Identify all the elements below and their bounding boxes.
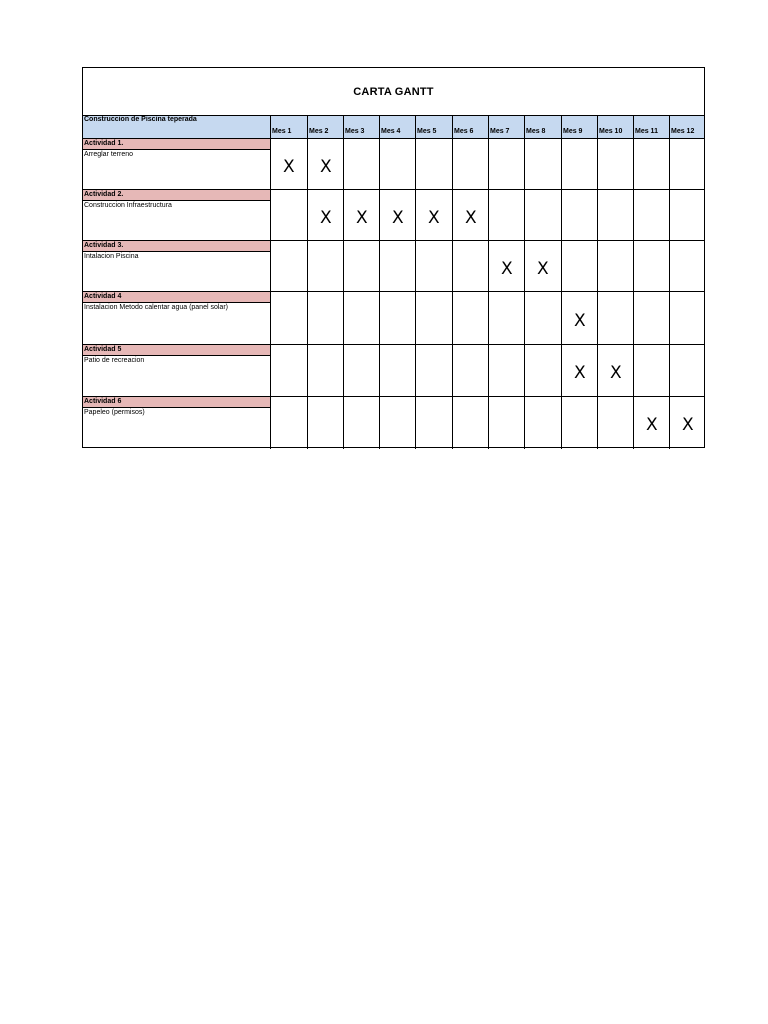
month-cell xyxy=(452,241,488,291)
month-cell xyxy=(452,292,488,344)
month-cell xyxy=(415,345,452,396)
month-cell xyxy=(633,139,669,189)
month-cell xyxy=(633,397,669,449)
month-header: Mes 9 xyxy=(561,116,597,138)
month-cell xyxy=(488,345,524,396)
month-cell xyxy=(270,345,307,396)
month-cell xyxy=(561,292,597,344)
month-cell xyxy=(633,345,669,396)
month-header: Mes 7 xyxy=(488,116,524,138)
scheduled-mark: X xyxy=(392,208,404,228)
month-cell xyxy=(307,139,343,189)
month-cell xyxy=(488,139,524,189)
month-cell xyxy=(452,397,488,449)
month-cell xyxy=(343,190,379,240)
scheduled-mark: X xyxy=(610,363,622,383)
month-cell xyxy=(669,292,705,344)
activity-label: Actividad 4 xyxy=(83,292,270,303)
month-cell xyxy=(561,397,597,449)
activity-description: Arreglar terreno xyxy=(84,151,134,158)
gantt-chart xyxy=(82,67,705,448)
activity-label: Actividad 5 xyxy=(83,345,270,356)
month-cell xyxy=(415,241,452,291)
month-cell xyxy=(488,292,524,344)
month-cell xyxy=(597,345,633,396)
scheduled-mark: X xyxy=(320,157,332,177)
month-cell xyxy=(270,190,307,240)
month-cell xyxy=(524,241,561,291)
month-cell xyxy=(343,241,379,291)
month-cell xyxy=(270,139,307,189)
scheduled-mark: X xyxy=(682,415,694,435)
scheduled-mark: X xyxy=(428,208,440,228)
month-cell xyxy=(452,345,488,396)
month-cell xyxy=(415,397,452,449)
month-cell xyxy=(307,345,343,396)
month-cell xyxy=(669,345,705,396)
month-cell xyxy=(561,190,597,240)
month-cell xyxy=(597,397,633,449)
month-cell xyxy=(669,190,705,240)
month-cell xyxy=(669,139,705,189)
activity-label: Actividad 3. xyxy=(83,241,270,252)
month-cell xyxy=(343,345,379,396)
month-cell xyxy=(633,190,669,240)
month-cell xyxy=(488,397,524,449)
month-cell xyxy=(524,397,561,449)
chart-title: CARTA GANTT xyxy=(353,85,434,98)
month-header: Mes 8 xyxy=(524,116,561,138)
activity-row xyxy=(83,292,704,345)
activity-row xyxy=(83,397,704,449)
month-header: Mes 11 xyxy=(633,116,669,138)
activity-label: Actividad 6 xyxy=(83,397,270,408)
month-cell xyxy=(415,190,452,240)
month-cell xyxy=(597,139,633,189)
month-cell xyxy=(561,345,597,396)
month-cell xyxy=(379,345,415,396)
scheduled-mark: X xyxy=(646,415,658,435)
month-header: Mes 6 xyxy=(452,116,488,138)
month-cell xyxy=(379,190,415,240)
activity-description: Instalacion Metodo calentar agua (panel solar) xyxy=(84,304,228,311)
month-cell xyxy=(524,292,561,344)
month-cell xyxy=(270,241,307,291)
month-cell xyxy=(524,190,561,240)
month-cell xyxy=(597,241,633,291)
month-cell xyxy=(415,292,452,344)
month-cell xyxy=(307,190,343,240)
activity-description: Patio de recreacion xyxy=(84,357,145,364)
month-cell xyxy=(379,397,415,449)
activity-description: Papeleo (permisos) xyxy=(84,409,145,416)
month-cell xyxy=(379,139,415,189)
project-name: Construccion de Piscina teperada xyxy=(84,116,197,123)
scheduled-mark: X xyxy=(356,208,368,228)
month-cell xyxy=(452,139,488,189)
month-header: Mes 3 xyxy=(343,116,379,138)
month-cell xyxy=(488,241,524,291)
scheduled-mark: X xyxy=(320,208,332,228)
month-header: Mes 5 xyxy=(415,116,452,138)
month-cell xyxy=(561,241,597,291)
month-cell xyxy=(633,241,669,291)
month-cell xyxy=(270,397,307,449)
month-cell xyxy=(524,345,561,396)
month-cell xyxy=(633,292,669,344)
scheduled-mark: X xyxy=(574,363,586,383)
month-cell xyxy=(307,292,343,344)
month-header: Mes 2 xyxy=(307,116,343,138)
activity-description: Intalacion Piscina xyxy=(84,253,139,260)
month-cell xyxy=(452,190,488,240)
month-cell xyxy=(597,292,633,344)
month-cell xyxy=(307,241,343,291)
month-cell xyxy=(488,190,524,240)
scheduled-mark: X xyxy=(465,208,477,228)
month-cell xyxy=(524,139,561,189)
month-cell xyxy=(561,139,597,189)
scheduled-mark: X xyxy=(501,259,513,279)
scheduled-mark: X xyxy=(283,157,295,177)
activity-label: Actividad 2. xyxy=(83,190,270,201)
month-cell xyxy=(379,292,415,344)
month-cell xyxy=(307,397,343,449)
activity-row xyxy=(83,345,704,397)
month-cell xyxy=(343,139,379,189)
month-cell xyxy=(669,397,705,449)
month-cell xyxy=(415,139,452,189)
month-cell xyxy=(270,292,307,344)
month-cell xyxy=(379,241,415,291)
scheduled-mark: X xyxy=(574,311,586,331)
month-header: Mes 4 xyxy=(379,116,415,138)
month-header: Mes 1 xyxy=(270,116,307,138)
month-cell xyxy=(343,397,379,449)
month-cell xyxy=(343,292,379,344)
month-cell xyxy=(597,190,633,240)
month-cell xyxy=(669,241,705,291)
activity-row xyxy=(83,139,704,190)
scheduled-mark: X xyxy=(537,259,549,279)
activity-row xyxy=(83,241,704,292)
activity-row xyxy=(83,190,704,241)
activity-description: Construccion Infraestructura xyxy=(84,202,172,209)
activity-label: Actividad 1. xyxy=(83,139,270,150)
header-row xyxy=(83,115,704,139)
month-header: Mes 10 xyxy=(597,116,633,138)
month-header: Mes 12 xyxy=(669,116,705,138)
